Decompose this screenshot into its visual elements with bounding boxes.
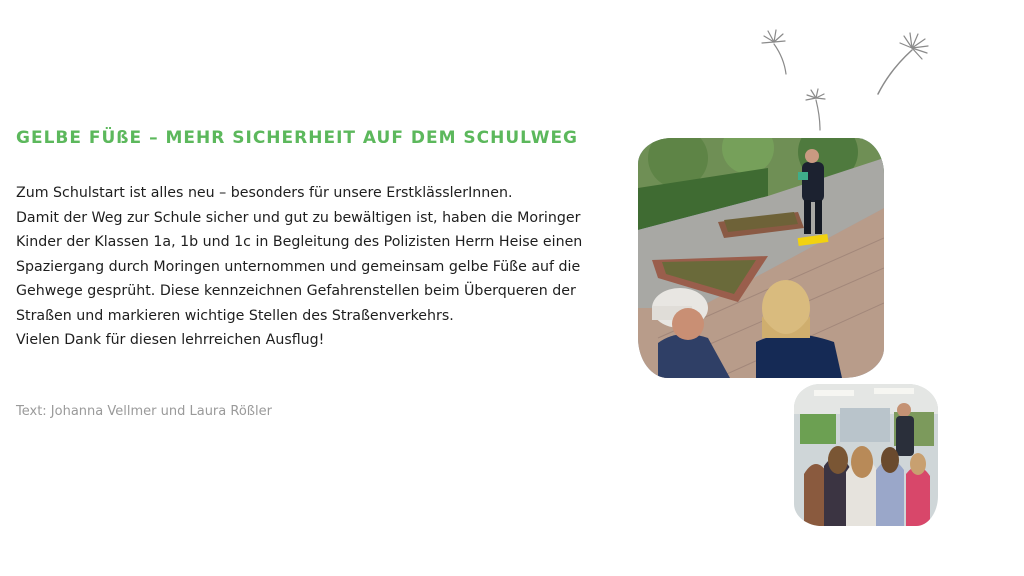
street-photo [638,138,884,378]
article-credit: Text: Johanna Vellmer und Laura Rößler [16,404,272,419]
dandelion-seeds-icon [740,20,960,140]
article-line: Damit der Weg zur Schule sicher und gut zu bewältigen ist, haben die Moringer [16,209,581,226]
article-line: Kinder der Klassen 1a, 1b und 1c in Begleitung des Polizisten Herrn Heise einen [16,234,583,250]
article-title: GELBE FÜßE – MEHR SICHERHEIT AUF DEM SCHULWEG [16,128,579,148]
article-line: Spaziergang durch Moringen unternommen und gemeinsam gelbe Füße auf die [16,258,581,275]
article-line: Vielen Dank für diesen lehrreichen Ausflug! [16,332,325,348]
classroom-photo [794,384,938,526]
article-body [16,181,616,353]
article-line: Straßen und markieren wichtige Stellen des Straßenverkehrs. [16,307,454,324]
article-line: Gehwege gesprüht. Diese kennzeichnen Gefahrenstellen beim Überqueren der [16,283,576,299]
article-line: Zum Schulstart ist alles neu – besonders für unsere ErstklässlerInnen. [16,185,513,201]
